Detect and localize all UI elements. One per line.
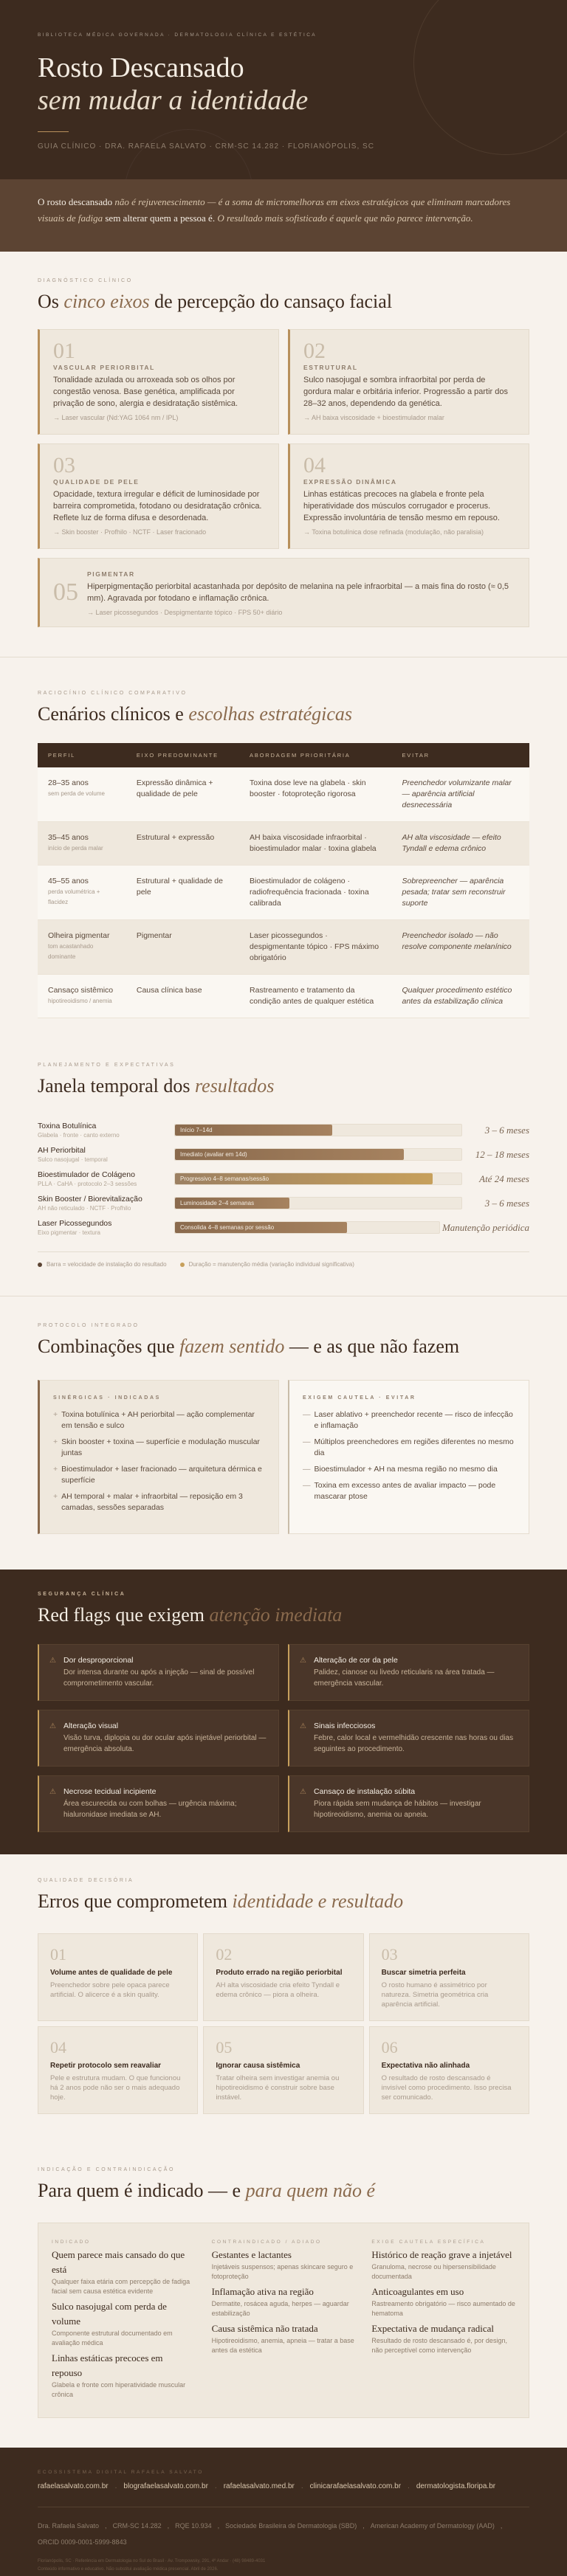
treatment-label [38, 1122, 174, 1139]
treatment-name: AH Periorbital [38, 1146, 86, 1155]
error-title: Repetir protocolo sem reavaliar [50, 2062, 162, 2070]
predominant-axis: Estrutural + expressão [126, 822, 239, 866]
intro-statement [0, 179, 567, 252]
indication-column [52, 2240, 196, 2400]
treatment-detail: Sulco nasojugal · temporal [38, 1156, 108, 1163]
divider [38, 131, 69, 132]
error-card [38, 2026, 198, 2114]
axis-number: 05 [53, 579, 78, 606]
priority-approach: AH baixa viscosidade infraorbital · bioestimulador malar · toxina glabela [239, 822, 391, 866]
item-text: Bioestimulador + AH na mesma região no mesmo dia [314, 1465, 498, 1474]
indication-box [38, 2223, 529, 2418]
card-title: SINÉRGICAS · INDICADAS [53, 1395, 161, 1401]
section-title: Red flags que exigem atenção imediata [38, 1604, 343, 1626]
axis-card [38, 558, 529, 627]
intro-emphasis: não é rejuvenescimento — é a soma de micromelhoras em eixos estratégicos que eliminam marcadores visuais de fadiga [38, 196, 511, 224]
column-header: EVITAR [402, 752, 430, 759]
error-title: Produto errado na região periorbital [216, 1969, 343, 1977]
predominant-axis: Pigmentar [126, 920, 239, 975]
treatment-name: Bioestimulador de Colágeno [38, 1170, 135, 1179]
progress-bar: Progressivo 4–8 semanas/sessão [175, 1173, 433, 1184]
separator: , [500, 2522, 503, 2530]
scenarios-section [0, 657, 567, 1048]
profile: Olheira pigmentar [48, 931, 110, 940]
axis-title: VASCULAR PERIORBITAL [53, 364, 155, 371]
treatment-detail: Glabela · fronte · canto externo [38, 1132, 120, 1139]
column-header: ABORDAGEM PRIORITÁRIA [250, 752, 351, 759]
timeline-row [38, 1215, 529, 1240]
dash-icon: — [303, 1481, 311, 1490]
red-flag-card [288, 1710, 529, 1767]
combinations-grid [38, 1380, 529, 1534]
section-kicker: QUALIDADE DECISÓRIA [38, 1878, 134, 1883]
axis-title: ESTRUTURAL [303, 364, 358, 371]
item-text: Toxina botulínica + AH periorbital — ação complementar em tensão e sulco [61, 1410, 255, 1430]
error-description: Pele e estrutura mudam. O que funcionou há 2 anos pode não ser o mais adequado hoje. [50, 2074, 181, 2102]
synergistic-card [38, 1380, 279, 1534]
flag-description: Dor intensa durante ou após a injeção — sinal de possível comprometimento vascular. [63, 1668, 255, 1688]
profile-detail: perda volumétrica + flacidez [48, 888, 100, 905]
profile: 35–45 anos [48, 833, 89, 842]
column-title: EXIGE CAUTELA ESPECÍFICA [371, 2240, 486, 2245]
column-title: CONTRAINDICADO / ADIADO [211, 2240, 322, 2245]
indication-item [212, 2321, 356, 2355]
list-item [53, 1437, 265, 1459]
table-row [38, 866, 529, 920]
axis-description: Linhas estáticas precoces na glabela e fronte pela hiperatividade dos músculos corrugador e procerus. Expressão involuntária de tensão mesmo em repouso. [303, 490, 500, 522]
separator: . [214, 2482, 217, 2490]
error-description: Tratar olheira sem investigar anemia ou hipotireoidismo é construir sobre base instável. [216, 2074, 340, 2102]
indication-item [371, 2248, 515, 2282]
red-flag-card [38, 1644, 279, 1701]
flag-title: Cansaço de instalação súbita [313, 1787, 416, 1796]
profile: 28–35 anos [48, 778, 89, 787]
plus-icon: + [53, 1465, 58, 1474]
footer-link[interactable]: rafaelasalvato.com.br [38, 2482, 109, 2490]
item-text: Laser ablativo + preenchedor recente — risco de infecção e inflamação [314, 1410, 513, 1430]
credentials [38, 2518, 529, 2550]
error-card [369, 1933, 529, 2021]
duration: 12 – 18 meses [475, 1148, 529, 1160]
intro-text: O rosto descansado [38, 196, 115, 207]
list-item [53, 1409, 265, 1432]
profile-detail: tom acastanhado dominante [48, 943, 94, 960]
progress-bar: Imediato (avaliar em 14d) [175, 1149, 404, 1160]
item-text: Bioestimulador + laser fracionado — arquitetura dérmica e superfície [61, 1465, 262, 1485]
warning-icon: ⚠ [300, 1788, 306, 1796]
red-flag-card [38, 1775, 279, 1832]
intro-text: sem alterar quem a pessoa é. [103, 213, 218, 224]
item-description: Injetáveis suspensos; apenas skincare seguro e fotoproteção [211, 2263, 354, 2280]
item-description: Rastreamento obrigatório — risco aumentado de hematoma [371, 2300, 515, 2317]
dash-icon: — [303, 1437, 311, 1446]
warning-icon: ⚠ [49, 1722, 56, 1730]
indication-column [371, 2240, 515, 2400]
profile: 45–55 anos [48, 877, 89, 885]
priority-approach: Laser picossegundos · despigmentante tópico · FPS máximo obrigatório [239, 920, 391, 975]
flag-body [63, 1722, 268, 1755]
dash-icon: — [303, 1410, 311, 1419]
error-title: Expectativa não alinhada [381, 2062, 470, 2070]
separator: , [362, 2522, 365, 2530]
duration: 3 – 6 meses [484, 1197, 529, 1209]
axis-card [288, 329, 529, 435]
axes-section [0, 252, 567, 657]
avoid: Qualquer procedimento estético antes da estabilização clínica [392, 975, 530, 1018]
axes-grid [38, 329, 529, 627]
flag-description: Piora rápida sem mudança de hábitos — investigar hipotireoidismo, anemia ou apneia. [313, 1800, 481, 1819]
column-header: EIXO PREDOMINANTE [136, 752, 219, 759]
list-item [303, 1409, 515, 1432]
item-title: Inflamação ativa na região [211, 2286, 314, 2297]
error-card [203, 1933, 363, 2021]
footer-link[interactable]: dermatologista.floripa.br [416, 2482, 496, 2490]
footer-link[interactable]: rafaelasalvato.med.br [223, 2482, 295, 2490]
profile-detail: sem perda de volume [48, 790, 105, 797]
treatment-name: Laser Picossegundos [38, 1219, 112, 1228]
item-title: Expectativa de mudança radical [371, 2323, 494, 2334]
footer-link[interactable]: clinicarafaelasalvato.com.br [309, 2482, 402, 2490]
warning-icon: ⚠ [300, 1722, 306, 1730]
progress-bar: Início 7–14d [175, 1125, 332, 1136]
axis-treatment: → Laser picossegundos · Despigmentante tópico · FPS 50+ diário [87, 609, 283, 616]
axis-card [288, 443, 529, 549]
legend-dot-icon [180, 1263, 185, 1267]
legend-dot-icon [38, 1263, 42, 1267]
item-description: Dermatite, rosácea aguda, herpes — aguardar estabilização [211, 2300, 349, 2317]
error-card [38, 1933, 198, 2021]
intro-emphasis: O resultado mais sofisticado é aquele que não parece intervenção. [217, 213, 473, 224]
plus-icon: + [53, 1437, 58, 1446]
priority-approach: Rastreamento e tratamento da condição antes de qualquer estética [239, 975, 391, 1018]
red-flag-card [288, 1775, 529, 1832]
avoid: Sobrepreencher — aparência pesada; tratar sem reconstruir suporte [392, 866, 530, 920]
flag-body [314, 1787, 518, 1820]
progress-track [174, 1124, 462, 1136]
indication-item [52, 2299, 196, 2348]
separator: , [167, 2522, 170, 2530]
caution-list [303, 1409, 515, 1502]
timeline-row [38, 1167, 529, 1191]
error-title: Buscar simetria perfeita [381, 1969, 466, 1977]
predominant-axis: Expressão dinâmica + qualidade de pele [126, 767, 239, 822]
treatment-name: Skin Booster / Biorevitalização [38, 1195, 142, 1204]
item-title: Histórico de reação grave a injetável [371, 2249, 512, 2260]
section-title: Os cinco eixos de percepção do cansaço facial [38, 291, 393, 312]
flag-body [314, 1722, 518, 1755]
flag-description: Visão turva, diplopia ou dor ocular após injetável periorbital — emergência absoluta. [63, 1734, 267, 1753]
axis-card [38, 329, 279, 435]
section-kicker: RACIOCÍNIO CLÍNICO COMPARATIVO [38, 691, 188, 696]
timeline-row [38, 1118, 529, 1142]
axis-treatment: → AH baixa viscosidade + bioestimulador malar [303, 414, 444, 421]
avoid: Preenchedor isolado — não resolve componente melanínico [392, 920, 530, 975]
footer-links [38, 2482, 529, 2490]
axis-description: Sulco nasojugal e sombra infraorbital por perda de gordura malar e orbitária inferior. Progressão a partir dos 28–32 anos, dependendo da genética. [303, 376, 508, 408]
avoid: Preenchedor volumizante malar — aparência artificial desnecessária [392, 767, 530, 822]
credential: RQE 10.934 [175, 2522, 212, 2530]
indication-section [0, 2151, 567, 2448]
axis-number: 01 [53, 339, 75, 363]
error-card [203, 2026, 363, 2114]
scenarios-table [38, 743, 529, 1018]
column-title: INDICADO [52, 2240, 91, 2245]
flag-description: Palidez, cianose ou livedo reticularis na área tratada — emergência vascular. [313, 1668, 495, 1688]
section-title: Janela temporal dos resultados [38, 1075, 275, 1097]
list-item [303, 1437, 515, 1459]
caution-card [288, 1380, 529, 1534]
item-title: Gestantes e lactantes [211, 2249, 292, 2260]
priority-approach: Bioestimulador de colágeno · radiofrequência fracionada · toxina calibrada [239, 866, 391, 920]
timeline-row [38, 1142, 529, 1167]
combinations-section [0, 1296, 567, 1570]
axis-treatment: → Laser vascular (Nd:YAG 1064 nm / IPL) [53, 414, 179, 421]
section-kicker: PLANEJAMENTO E EXPECTATIVAS [38, 1063, 176, 1068]
synergistic-list [53, 1409, 265, 1513]
footer [0, 2448, 567, 2576]
section-kicker: PROTOCOLO INTEGRADO [38, 1323, 140, 1328]
table-header-row [38, 743, 529, 767]
page-title [38, 52, 308, 117]
indication-item [371, 2285, 515, 2318]
treatment-detail: AH não reticulado · NCTF · Profhilo [38, 1205, 131, 1212]
axis-description: Tonalidade azulada ou arroxeada sob os olhos por congestão venosa. Base genética, amplificada por privação de sono, alergia e desidratação sistêmica. [53, 376, 238, 408]
indication-item [371, 2321, 515, 2355]
error-number: 03 [381, 1945, 398, 1964]
error-number: 02 [216, 1945, 233, 1964]
section-title: Para quem é indicado — e para quem não é [38, 2180, 376, 2201]
error-description: Preenchedor sobre pele opaca parece artificial. O alicerce é a skin quality. [50, 1981, 170, 1999]
axis-treatment: → Skin booster · Profhilo · NCTF · Laser fracionado [53, 528, 207, 536]
credential: Sociedade Brasileira de Dermatologia (SBD) [225, 2522, 357, 2530]
item-description: Qualquer faixa etária com percepção de fadiga facial sem causa estética evidente [52, 2278, 190, 2295]
table-row [38, 920, 529, 975]
axis-title: EXPRESSÃO DINÂMICA [303, 478, 397, 486]
flag-body [63, 1787, 268, 1820]
item-text: Múltiplos preenchedores em regiões diferentes no mesmo dia [314, 1437, 514, 1457]
indication-item [52, 2351, 196, 2400]
item-title: Causa sistêmica não tratada [211, 2323, 318, 2334]
item-title: Quem parece mais cansado do que está [52, 2249, 185, 2275]
timeline-section [0, 1048, 567, 1296]
indication-item [212, 2285, 356, 2318]
flag-title: Dor desproporcional [63, 1656, 134, 1665]
treatment-detail: PLLA · CaHA · protocolo 2–3 sessões [38, 1181, 137, 1187]
axis-title: QUALIDADE DE PELE [53, 478, 140, 486]
item-description: Resultado de rosto descansado é, por design, não perceptível como intervenção [371, 2337, 507, 2354]
error-description: O rosto humano é assimétrico por natureza. Simetria geométrica cria aparência artificial. [381, 1981, 489, 2009]
hero-meta: GUIA CLÍNICO · DRA. RAFAELA SALVATO · CRM-SC 14.282 · FLORIANÓPOLIS, SC [38, 142, 374, 151]
error-number: 04 [50, 2038, 66, 2057]
section-title: Erros que comprometem identidade e resultado [38, 1890, 404, 1912]
plus-icon: + [53, 1410, 58, 1419]
decorative-circle [124, 129, 253, 179]
separator: . [408, 2482, 410, 2490]
orcid: ORCID 0009-0001-5999-8843 [38, 2538, 127, 2546]
profile-detail: hipotireoidismo / anemia [48, 998, 112, 1004]
decorative-circle [413, 0, 567, 155]
axis-treatment: → Toxina botulínica dose refinada (modulação, não paralisia) [303, 528, 484, 536]
separator: . [114, 2482, 117, 2490]
address-line: Florianópolis, SC · Referência em Dermatologia no Sul do Brasil · Av. Trompowsky, 291, 4º Andar · (48) 98489-4031 [38, 2559, 266, 2563]
timeline-legend [38, 1251, 529, 1268]
separator: . [300, 2482, 303, 2490]
warning-icon: ⚠ [300, 1657, 306, 1665]
legend-item: Barra = velocidade de instalação do resultado [38, 1261, 167, 1268]
error-number: 06 [381, 2038, 398, 2057]
title-line-1: Rosto Descansado [38, 52, 244, 83]
flag-body [314, 1656, 518, 1689]
predominant-axis: Causa clínica base [126, 975, 239, 1018]
warning-icon: ⚠ [49, 1657, 56, 1665]
footer-link[interactable]: blografaelasalvato.com.br [123, 2482, 208, 2490]
section-kicker: INDICAÇÃO E CONTRAINDICAÇÃO [38, 2167, 176, 2172]
item-text: AH temporal + malar + infraorbital — reposição em 3 camadas, sessões separadas [61, 1492, 243, 1512]
disclaimer: Conteúdo informativo e educativo. Não substitui avaliação médica presencial. Abril de 2026. [38, 2567, 219, 2572]
legend-item: Duração = manutenção média (variação individual significativa) [180, 1261, 354, 1268]
red-flags-grid [38, 1644, 529, 1832]
hero [0, 0, 567, 179]
axis-number: 03 [53, 453, 75, 477]
section-title: Cenários clínicos e escolhas estratégicas [38, 703, 353, 725]
indication-column [212, 2240, 356, 2400]
red-flag-card [38, 1710, 279, 1767]
item-description: Glabela e fronte com hiperatividade muscular crônica [52, 2381, 186, 2398]
dash-icon: — [303, 1465, 311, 1474]
error-description: O resultado de rosto descansado é invisível como procedimento. Isso precisa ser comunicado. [381, 2074, 512, 2102]
list-item [303, 1480, 515, 1502]
axis-number: 02 [303, 339, 326, 363]
duration: Manutenção periódica [441, 1221, 529, 1233]
axis-number: 04 [303, 453, 326, 477]
timeline-bars [38, 1118, 529, 1240]
indication-item [52, 2248, 196, 2296]
axis-card [38, 443, 279, 549]
treatment-label [38, 1219, 174, 1236]
item-text: Skin booster + toxina — superfície e modulação muscular juntas [61, 1437, 260, 1457]
plus-icon: + [53, 1492, 58, 1501]
list-item [303, 1464, 515, 1475]
credential: CRM-SC 14.282 [112, 2522, 162, 2530]
timeline-row [38, 1191, 529, 1215]
flag-description: Febre, calor local e vermelhidão crescente nas horas ou dias seguintes ao procedimento. [313, 1734, 514, 1753]
predominant-axis: Estrutural + qualidade de pele [126, 866, 239, 920]
warning-icon: ⚠ [49, 1788, 56, 1796]
treatment-name: Toxina Botulínica [38, 1122, 97, 1130]
errors-section [0, 1854, 567, 2151]
axis-title: PIGMENTAR [87, 570, 135, 578]
section-title: Combinações que fazem sentido — e as que não fazem [38, 1336, 460, 1357]
avoid: AH alta viscosidade — efeito Tyndall e edema crônico [392, 822, 530, 866]
item-title: Anticoagulantes em uso [371, 2286, 464, 2297]
item-description: Granuloma, necrose ou hipersensibilidade documentada [371, 2263, 496, 2280]
item-title: Linhas estáticas precoces em repouso [52, 2352, 163, 2378]
item-text: Toxina em excesso antes de avaliar impacto — pode mascarar ptose [314, 1481, 496, 1501]
credential: Dra. Rafaela Salvato [38, 2522, 100, 2530]
treatment-detail: Eixo pigmentar · textura [38, 1229, 100, 1236]
progress-bar: Luminosidade 2–4 semanas [175, 1198, 289, 1209]
section-kicker: DIAGNÓSTICO CLÍNICO [38, 278, 133, 283]
column-header: PERFIL [48, 752, 76, 759]
flag-title: Alteração visual [63, 1722, 119, 1730]
error-description: AH alta viscosidade cria efeito Tyndall e edema crônico — piora a olheira. [216, 1981, 340, 1999]
card-title: EXIGEM CAUTELA · EVITAR [303, 1395, 416, 1401]
footer-kicker: ECOSSISTEMA DIGITAL RAFAELA SALVATO [38, 2470, 204, 2475]
flag-title: Sinais infecciosos [313, 1722, 376, 1730]
priority-approach: Toxina dose leve na glabela · skin booster · fotoproteção rigorosa [239, 767, 391, 822]
profile-detail: início de perda malar [48, 845, 103, 852]
profile: Cansaço sistêmico [48, 986, 114, 995]
duration: 3 – 6 meses [484, 1124, 529, 1136]
flag-description: Área escurecida ou com bolhas — urgência máxima; hialuronidase imediata se AH. [63, 1800, 237, 1819]
fine-print [38, 2558, 529, 2574]
red-flags-section [0, 1570, 567, 1854]
axis-description: Opacidade, textura irregular e déficit de luminosidade por barreira comprometida, fotodano ou desidratação crônica. Reflete luz de forma difusa e desordenada. [53, 490, 262, 522]
progress-track [174, 1148, 462, 1161]
table-row [38, 767, 529, 822]
list-item [53, 1464, 265, 1486]
list-item [53, 1491, 265, 1513]
red-flag-card [288, 1644, 529, 1701]
error-card [369, 2026, 529, 2114]
error-title: Ignorar causa sistêmica [216, 2062, 300, 2070]
item-title: Sulco nasojugal com perda de volume [52, 2301, 167, 2327]
progress-track [174, 1173, 462, 1185]
treatment-label [38, 1146, 174, 1163]
flag-title: Alteração de cor da pele [313, 1656, 398, 1665]
section-kicker: SEGURANÇA CLÍNICA [38, 1592, 126, 1597]
hero-kicker: BIBLIOTECA MÉDICA GOVERNADA · DERMATOLOGIA CLÍNICA E ESTÉTICA [38, 32, 317, 38]
flag-title: Necrose tecidual incipiente [63, 1787, 157, 1796]
table-row [38, 975, 529, 1018]
axis-description: Hiperpigmentação periorbital acastanhada por depósito de melanina na pele infraorbital — a mais fina do rosto (≈ 0,5 mm). Agravada por fotodano e inflamação crônica. [87, 582, 509, 603]
title-line-2: sem mudar a identidade [38, 85, 309, 116]
indication-item [212, 2248, 356, 2282]
error-number: 05 [216, 2038, 233, 2057]
credential: American Academy of Dermatology (AAD) [370, 2522, 495, 2530]
flag-body [63, 1656, 268, 1689]
progress-track [174, 1197, 462, 1209]
item-description: Hipotireoidismo, anemia, apneia — tratar a base antes da estética [211, 2337, 354, 2354]
table-row [38, 822, 529, 866]
item-description: Componente estrutural documentado em avaliação médica [52, 2330, 173, 2347]
error-title: Volume antes de qualidade de pele [50, 1969, 173, 1977]
separator: , [217, 2522, 220, 2530]
separator: , [105, 2522, 107, 2530]
progress-track [174, 1221, 440, 1234]
progress-bar: Consolida 4–8 semanas por sessão [175, 1222, 347, 1233]
error-number: 01 [50, 1945, 66, 1964]
duration: Até 24 meses [479, 1173, 529, 1184]
treatment-label [38, 1170, 174, 1187]
treatment-label [38, 1195, 174, 1212]
errors-grid [38, 1933, 529, 2114]
